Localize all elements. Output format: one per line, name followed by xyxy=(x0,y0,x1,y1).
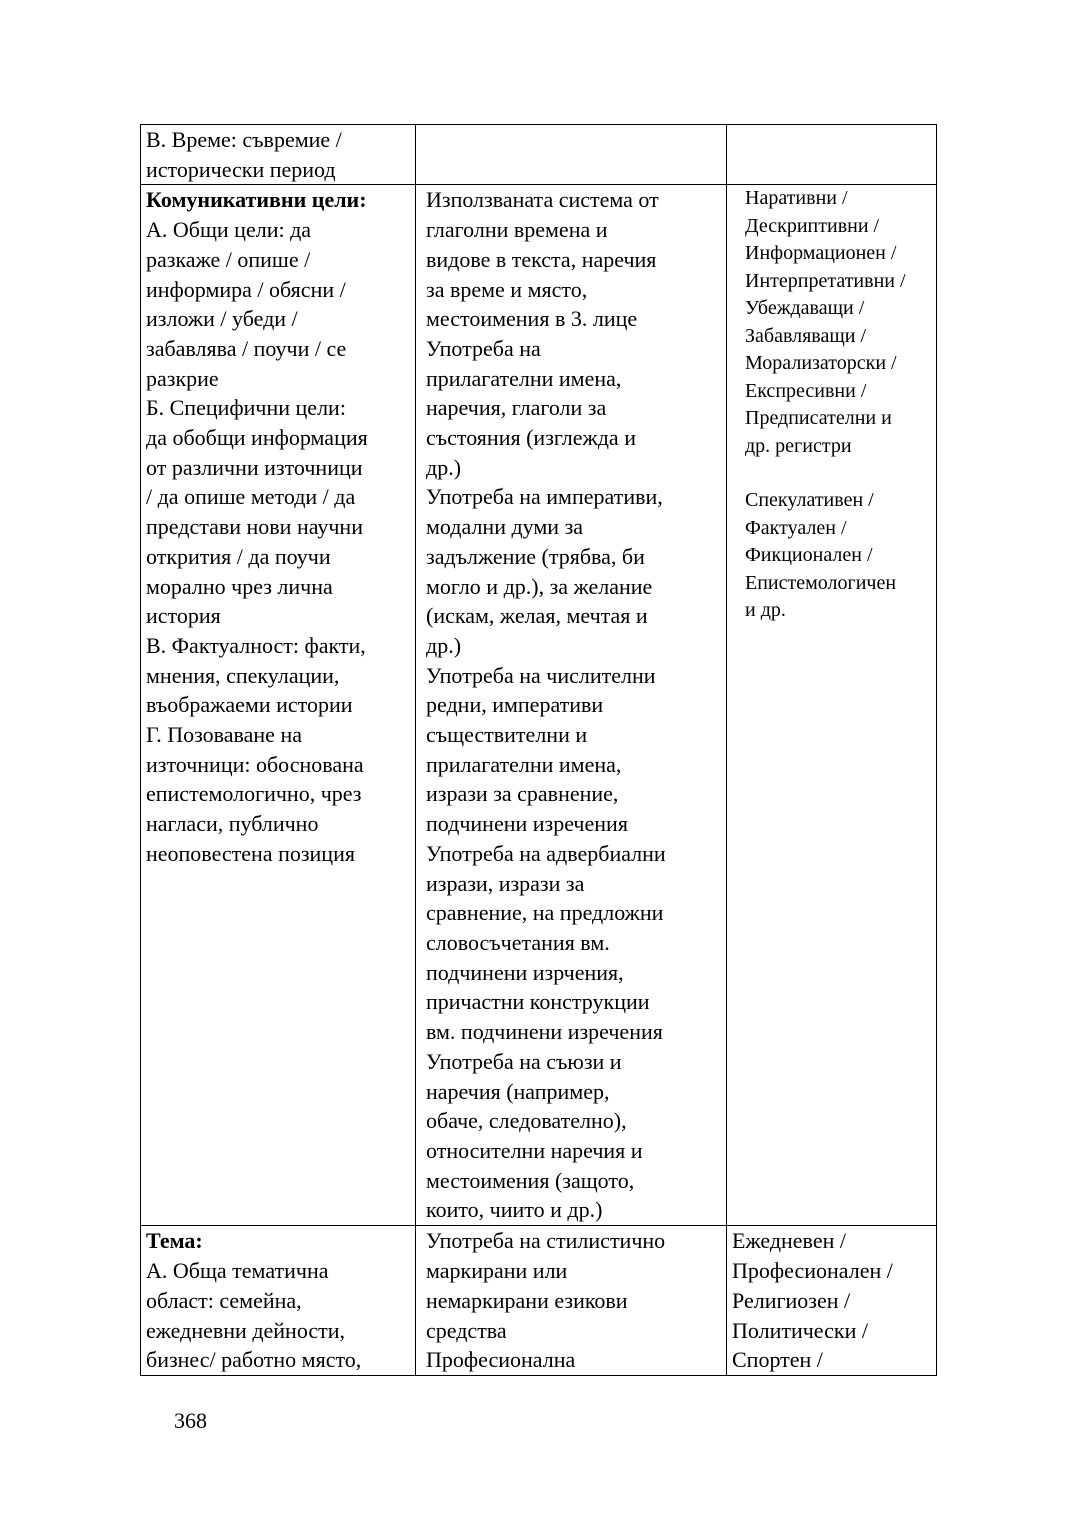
text-line: представи нови научни xyxy=(146,514,363,540)
text-line: разкаже / опише / xyxy=(146,246,311,272)
text-line: Предписателни и xyxy=(745,407,892,430)
text-line: исторически период xyxy=(146,156,336,182)
text-line: причастни конструкции xyxy=(426,989,650,1015)
text-line: Б. Специфични цели: xyxy=(146,395,346,421)
text-line: / да опише методи / да xyxy=(146,484,356,510)
text-line: др. регистри xyxy=(745,434,852,457)
text-line: Наративни / xyxy=(745,187,848,210)
text-line: Използваната система от xyxy=(426,187,659,213)
text-line: изрази за сравнение, xyxy=(426,781,619,807)
text-line: прилагателни имена, xyxy=(426,751,622,777)
text-line: нагласи, публично xyxy=(146,811,319,837)
lines-col1 xyxy=(146,215,412,868)
text-line: състояния (изглежда и xyxy=(426,425,636,451)
lines-col2 xyxy=(426,185,723,1225)
text-line: бизнес/ работно място, xyxy=(146,1347,362,1373)
text-line: вм. подчинени изречения xyxy=(426,1019,663,1045)
text-line: Употреба на императиви, xyxy=(426,484,663,510)
text-line: изложи / убеди / xyxy=(146,306,298,332)
text-line: Фактуален / xyxy=(745,516,847,539)
text-line: задължение (трябва, би xyxy=(426,543,645,569)
text-line: местоимения в 3. лице xyxy=(426,306,638,332)
text-line: Информационен / xyxy=(745,242,897,265)
text-line: Епистемологичен xyxy=(745,571,897,594)
text-line: изрази, изрази за xyxy=(426,870,585,896)
cell-heading: Тема: xyxy=(146,1228,203,1254)
text-line: Спекулативен / xyxy=(745,489,874,512)
spacer xyxy=(745,460,933,487)
text-line: маркирани или xyxy=(426,1258,568,1284)
text-line: Убеждаващи / xyxy=(745,297,865,320)
text-line: Дескриптивни / xyxy=(745,214,880,237)
text-line: Употреба на числителни xyxy=(426,662,656,688)
lines-col3b xyxy=(745,487,933,625)
text-line: Ежедневен / xyxy=(732,1228,846,1254)
text-line: подчинени изрчения, xyxy=(426,959,624,985)
text-line: сравнение, на предложни xyxy=(426,900,664,926)
text-line: местоимения (защото, xyxy=(426,1167,635,1193)
text-line: да обобщи информация xyxy=(146,425,368,451)
lines-col3a xyxy=(745,185,933,460)
text-line: за време и място, xyxy=(426,276,588,302)
text-line: Употреба на съюзи и xyxy=(426,1048,622,1074)
text-line: В. Време: съвремие / xyxy=(146,127,342,152)
text-line: открития / да поучи xyxy=(146,543,331,569)
text-line: разкрие xyxy=(146,365,219,391)
text-line: забавлява / поучи / се xyxy=(146,335,347,361)
text-line: които, чиито и др.) xyxy=(426,1197,603,1223)
text-line: видове в текста, наречия xyxy=(426,246,657,272)
text-line: неоповестена позиция xyxy=(146,840,355,866)
text-line: глаголни времена и xyxy=(426,217,608,243)
text-line: словосъчетания вм. xyxy=(426,929,610,955)
content-table xyxy=(140,124,937,1376)
text-line: (искам, желая, мечтая и xyxy=(426,603,648,629)
text-line: съществителни и xyxy=(426,722,588,748)
text-line: обаче, следователно), xyxy=(426,1108,627,1134)
text-line: относителни наречия и xyxy=(426,1137,643,1163)
text-line: Забавляващи / xyxy=(745,324,867,347)
text-line: Г. Позоваване на xyxy=(146,722,302,748)
text-line: немаркирани езикови xyxy=(426,1287,628,1313)
text-line: наречия, глаголи за xyxy=(426,395,607,421)
text-line: др.) xyxy=(426,454,462,480)
table-row xyxy=(141,125,937,185)
text-line: Употреба на адвербиални xyxy=(426,840,666,866)
text-line: и др. xyxy=(745,599,786,622)
text-line: информира / обясни / xyxy=(146,276,346,302)
cell-language-means xyxy=(416,185,727,1226)
text-line: Употреба на xyxy=(426,335,541,361)
text-line: В. Фактуалност: факти, xyxy=(146,632,366,658)
cell-communicative-goals xyxy=(141,185,416,1226)
text-line: Фикционален / xyxy=(745,544,873,567)
text-line: Морализаторски / xyxy=(745,352,897,375)
text-line: Религиозен / xyxy=(732,1287,851,1313)
text-line: въображаеми истории xyxy=(146,692,353,718)
text-line: подчинени изречения xyxy=(426,811,628,837)
cell-heading: Комуникативни цели: xyxy=(146,187,367,213)
lines-col1 xyxy=(146,1256,412,1375)
text-line: от различни източници xyxy=(146,454,363,480)
page-number: 368 xyxy=(174,1408,207,1433)
text-line: Политически / xyxy=(732,1317,868,1343)
text-line: Професионална xyxy=(426,1347,576,1373)
text-line: модални думи за xyxy=(426,514,584,540)
cell-empty xyxy=(727,125,937,185)
text-line: прилагателни имена, xyxy=(426,365,622,391)
text-line: наречия (например, xyxy=(426,1078,610,1104)
cell-domains xyxy=(727,1226,937,1376)
text-line: редни, императиви xyxy=(426,692,604,718)
text-line: област: семейна, xyxy=(146,1287,302,1313)
text-line: история xyxy=(146,603,221,629)
cell-theme xyxy=(141,1226,416,1376)
cell-empty xyxy=(416,125,727,185)
cell-stylistic-means xyxy=(416,1226,727,1376)
text-line: Експресивни / xyxy=(745,379,867,402)
text-line: средства xyxy=(426,1317,507,1343)
lines-col2 xyxy=(426,1226,723,1375)
cell-time xyxy=(141,125,416,185)
text-line: източници: обоснована xyxy=(146,751,364,777)
text-line: могло и др.), за желание xyxy=(426,573,653,599)
text-line: Професионален / xyxy=(732,1258,893,1284)
text-line: морално чрез лична xyxy=(146,573,333,599)
table-row xyxy=(141,185,937,1226)
text-line: мнения, спекулации, xyxy=(146,662,340,688)
text-line: ежедневни дейности, xyxy=(146,1317,346,1343)
text-line: Спортен / xyxy=(732,1347,823,1373)
cell-registers xyxy=(727,185,937,1226)
text-line: А. Общи цели: да xyxy=(146,217,312,243)
text-line: А. Обща тематична xyxy=(146,1258,329,1284)
text-line: Употреба на стилистично xyxy=(426,1228,666,1254)
text-line: Интерпретативни / xyxy=(745,269,906,292)
text-line: др.) xyxy=(426,632,462,658)
text-line: епистемологично, чрез xyxy=(146,781,362,807)
lines-col3 xyxy=(732,1226,933,1375)
table-row xyxy=(141,1226,937,1376)
